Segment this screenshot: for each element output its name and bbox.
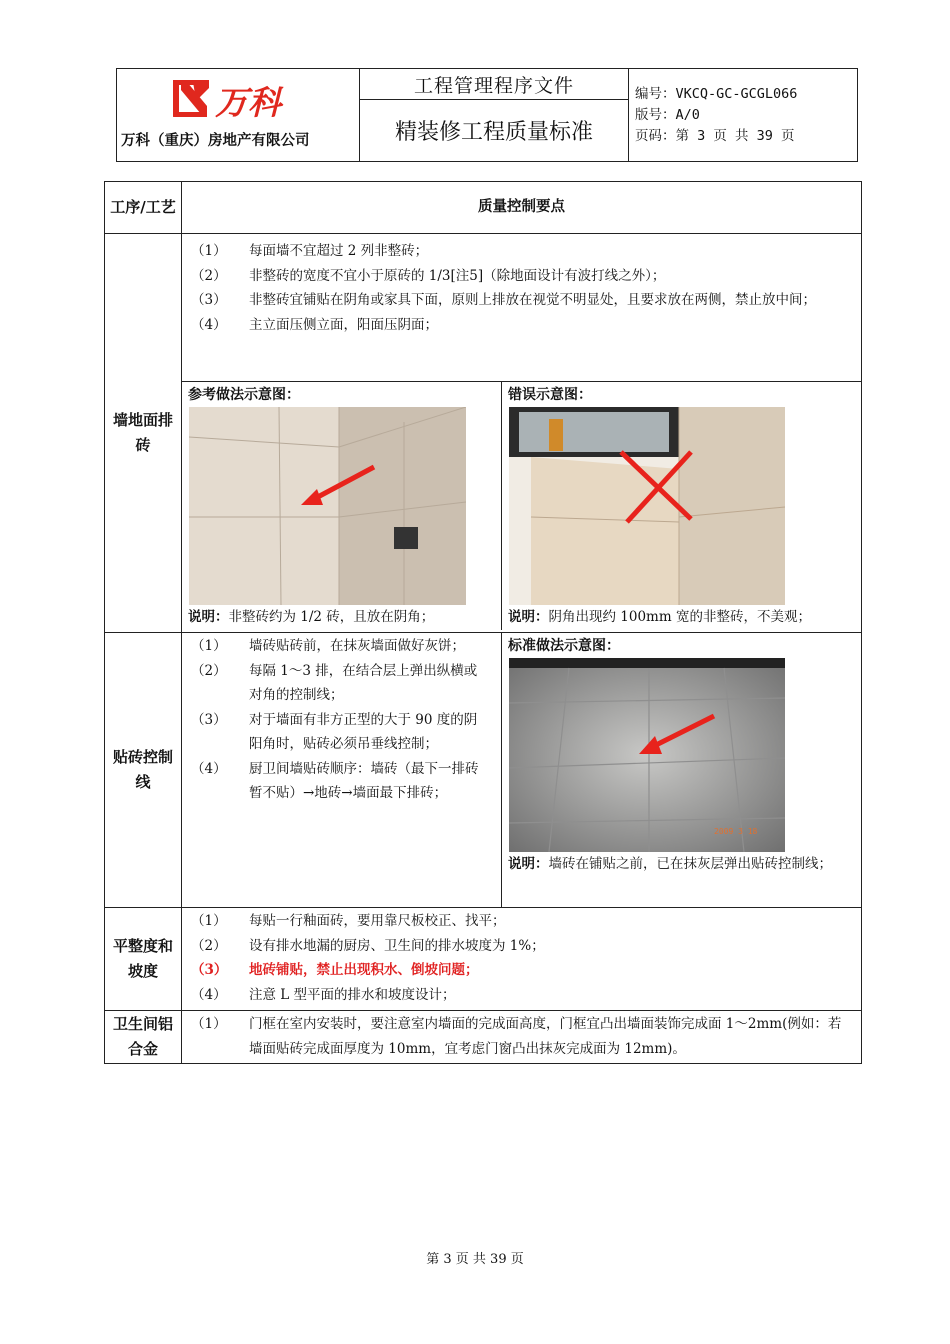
list-item: （2） 非整砖的宽度不宜小于原砖的 1/3[注5]（除地面设计有波打线之外）； — [191, 267, 666, 284]
control-line-list — [183, 634, 500, 806]
row-label-flatness: 平整度和坡度 — [105, 908, 182, 1011]
list-item: （3） 非整砖宜铺贴在阴角或家具下面，原则上排放在视觉不明显处，且要求放在两侧，禁止放中间； — [191, 292, 816, 308]
aluminum-list — [183, 1012, 860, 1061]
doc-title: 精装修工程质量标准 — [360, 100, 629, 162]
flatness-list — [183, 909, 860, 1007]
list-item: （1） 门框在室内安装时，要注意室内墙面的完成面高度，门框宜凸出墙面装饰完成面 1～2mm(例如：若墙面贴砖完成面厚度为 10mm，宜考虑门窗凸出抹灰完成面为 12mm)。 — [191, 1016, 842, 1057]
list-item: （1） 墙砖贴砖前，在抹灰墙面做好灰饼； — [191, 638, 465, 654]
logo-text: 万科 — [215, 83, 281, 122]
list-item: （1） 每贴一行釉面砖，要用靠尺板校正、找平； — [191, 913, 506, 929]
row-label-aluminum: 卫生间铝合金 — [105, 1011, 182, 1064]
std-caption: 标准做法示意图： — [508, 638, 620, 654]
list-item: （3） 对于墙面有非方正型的大于 90 度的阴阳角时，贴砖必须吊垂线控制； — [191, 711, 478, 752]
std-photo — [509, 658, 785, 852]
quality-table — [104, 181, 862, 1064]
list-item: （2） 设有排水地漏的厨房、卫生间的排水坡度为 1%； — [191, 937, 545, 954]
control-line-block — [182, 633, 861, 907]
row-label-wall-floor: 墙地面排砖 — [105, 234, 182, 633]
wrong-photo — [509, 407, 785, 605]
list-item: （4） 主立面压侧立面，阳面压阴面； — [191, 316, 438, 333]
list-item: （2） 每隔 1～3 排，在结合层上弹出纵横或对角的控制线； — [191, 662, 478, 703]
wrong-caption: 错误示意图： — [508, 387, 592, 403]
ref-caption: 参考做法示意图： — [188, 387, 300, 403]
ref-note: 说明：非整砖约为 1/2 砖，且放在阴角； — [188, 609, 435, 625]
list-item: （1） 每面墙不宜超过 2 列非整砖； — [191, 243, 429, 259]
wall-floor-images — [182, 382, 861, 630]
col-header-process: 工序/工艺 — [105, 182, 182, 234]
document-header — [116, 68, 858, 162]
wrong-note: 说明：阴角出现约 100mm 宽的非整砖，不美观； — [508, 609, 811, 625]
doc-meta — [629, 69, 858, 162]
logo-cell — [117, 69, 360, 162]
page-footer: 第 3 页 共 39 页 — [426, 1252, 524, 1267]
list-item: （4） 注意 L 型平面的排水和坡度设计； — [191, 986, 456, 1003]
row-label-control-line: 贴砖控制线 — [105, 633, 182, 908]
ref-photo — [189, 407, 466, 605]
std-note: 说明：墙砖在铺贴之前，已在抹灰层弹出贴砖控制线； — [508, 856, 832, 872]
col-header-points: 质量控制要点 — [182, 182, 862, 234]
doc-version: 版号：A/0 — [635, 106, 700, 123]
doc-code: 编号：VKCQ-GC-GCGL066 — [635, 85, 798, 102]
list-item: （4） 厨卫间墙贴砖顺序：墙砖（最下一排砖暂不贴）→地砖→墙面最下排砖； — [191, 760, 479, 801]
svg-text:2009 3 18: 2009 3 18 — [714, 827, 758, 836]
wall-floor-list — [183, 235, 860, 337]
doc-type: 工程管理程序文件 — [360, 69, 629, 100]
doc-page: 页码：第 3 页 共 39 页 — [635, 127, 795, 144]
list-item-emphasis: （3） 地砖铺贴，禁止出现积水、倒坡问题； — [191, 962, 479, 978]
company-name: 万科（重庆）房地产有限公司 — [121, 133, 310, 149]
vanke-logo — [171, 76, 301, 122]
